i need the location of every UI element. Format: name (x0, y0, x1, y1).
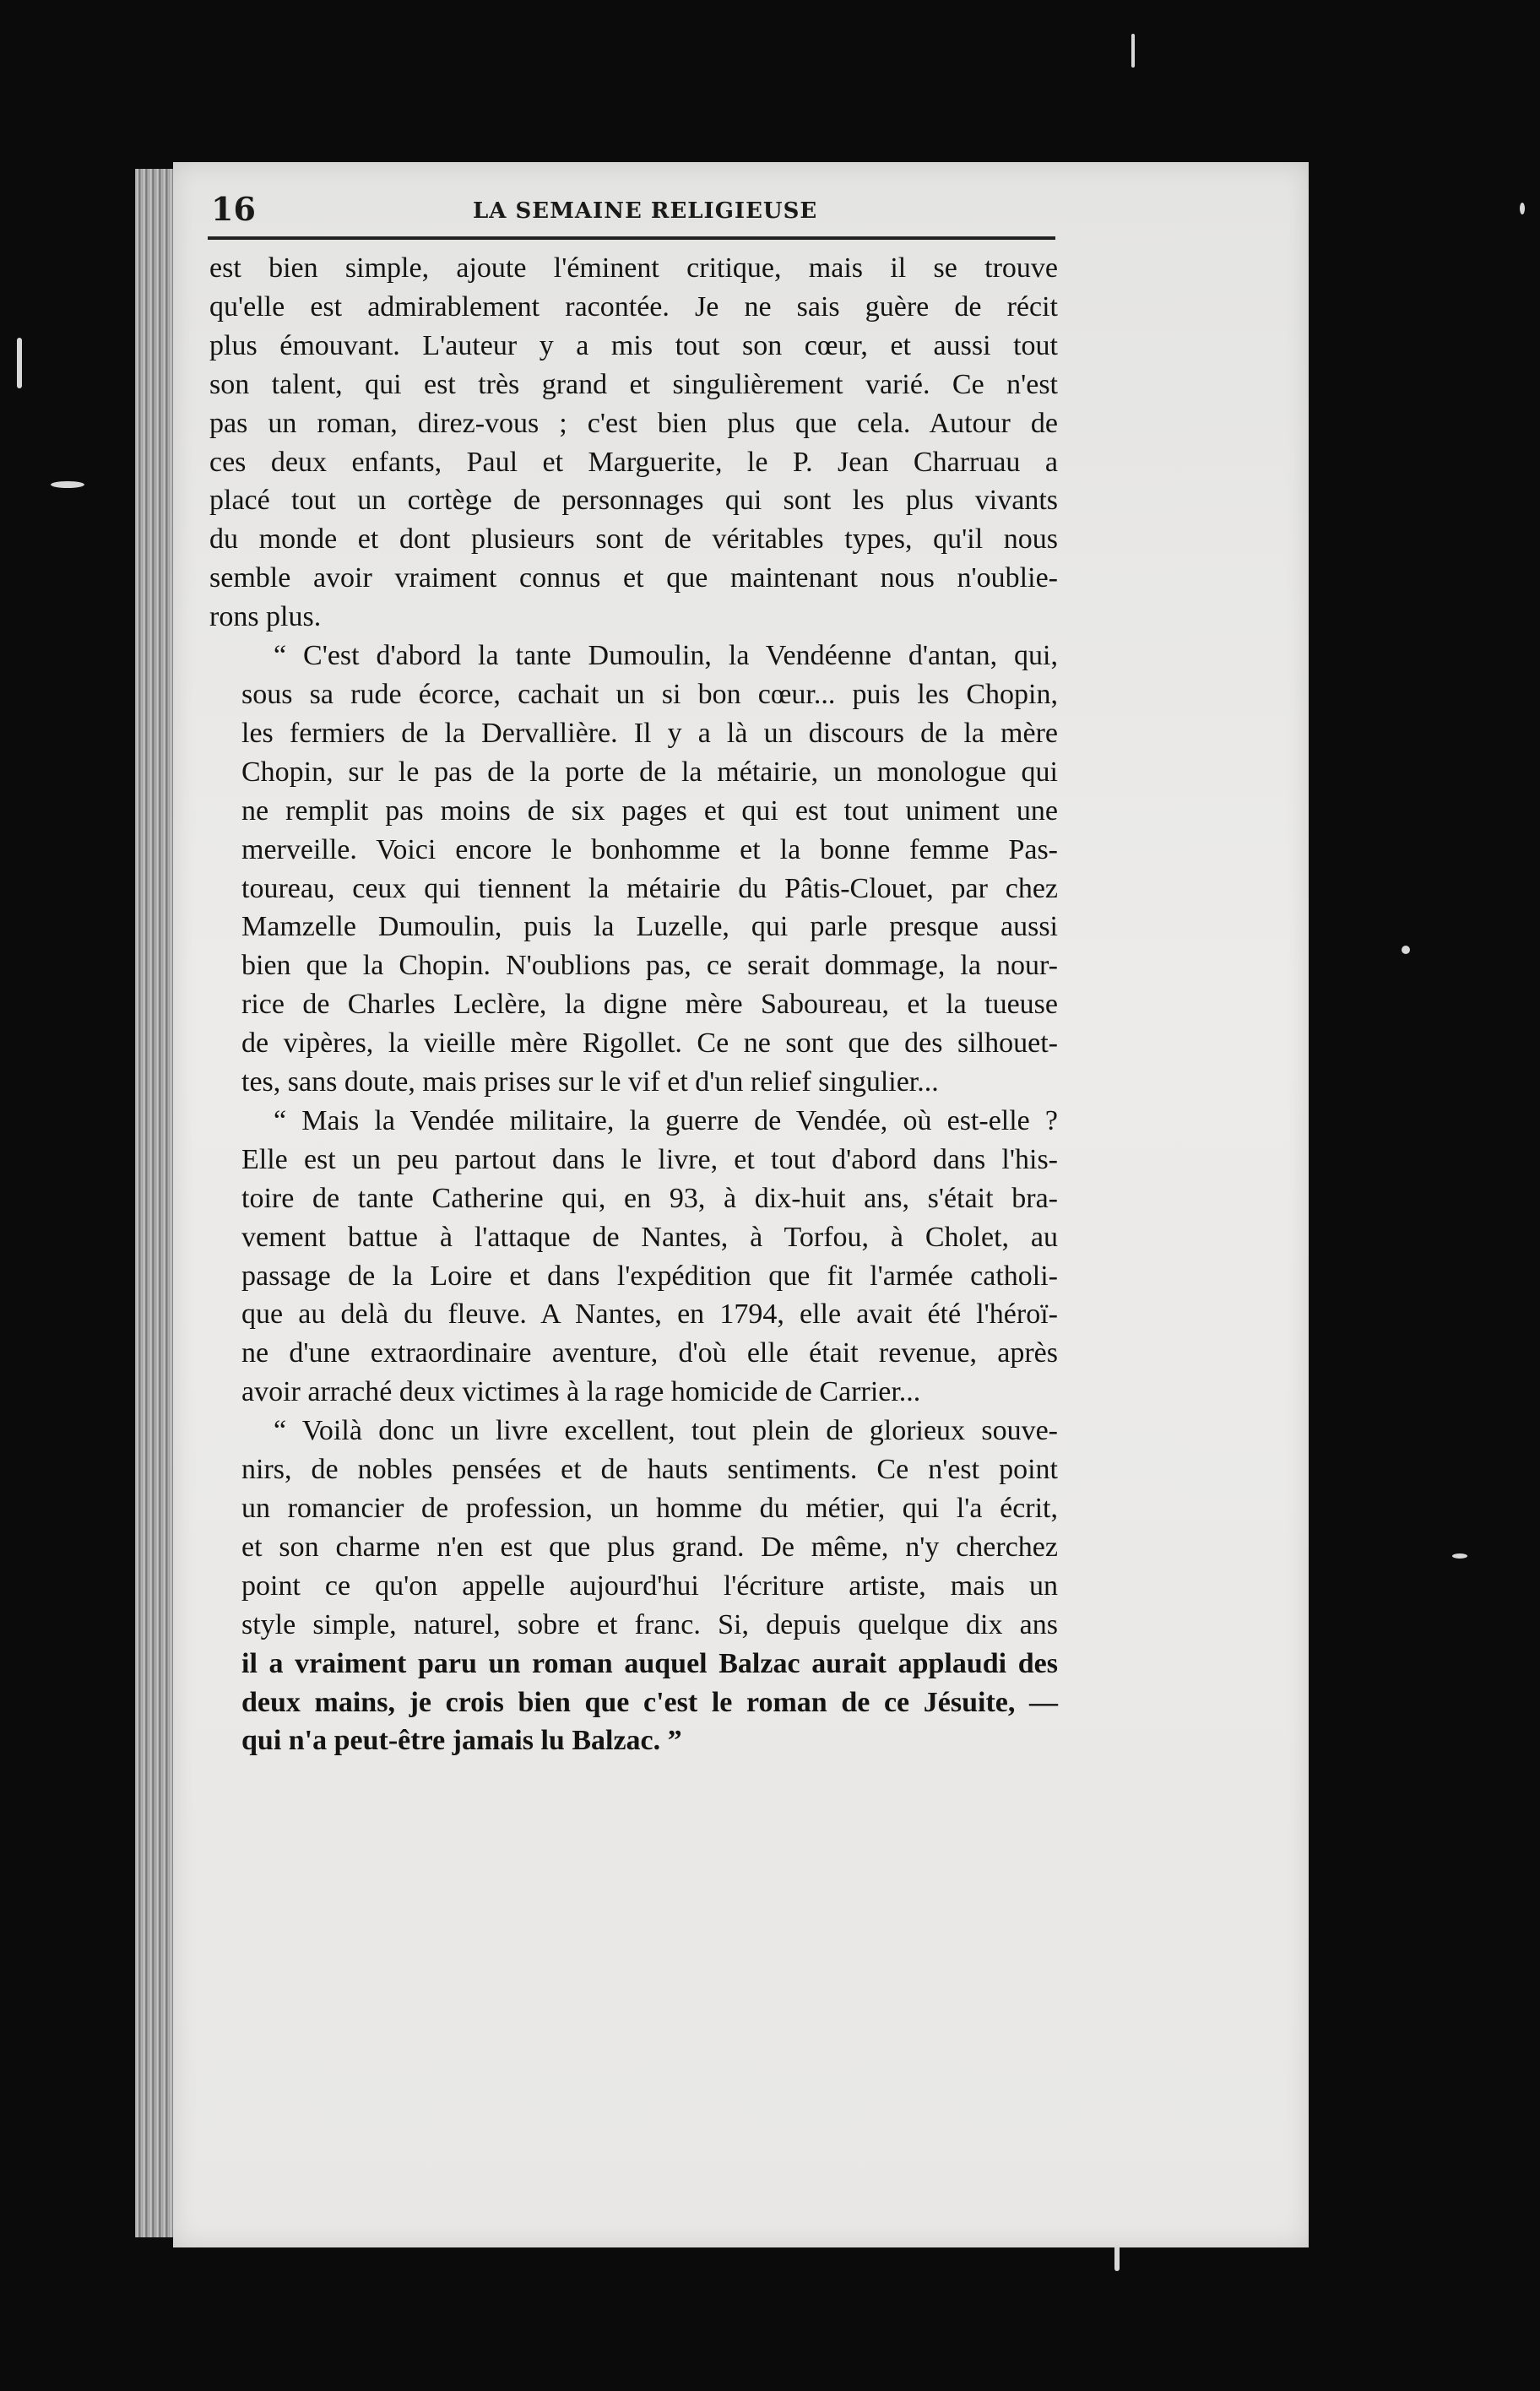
text-line: Elle est un peu partout dans le livre, et tout d'abord dans l'his- (241, 1143, 1058, 1175)
text-line: tes, sans doute, mais prises sur le vif et d'un relief singulier... (241, 1066, 939, 1098)
text-line: son talent, qui est très grand et singulièrement varié. Ce n'est (209, 368, 1058, 400)
text-line: ne d'une extraordinaire aventure, d'où elle était revenue, après (241, 1337, 1058, 1369)
text-line: deux mains, je crois bien que c'est le roman de ce Jésuite, — (241, 1686, 1058, 1718)
text-line: vement battue à l'attaque de Nantes, à Torfou, à Cholet, au (241, 1221, 1058, 1253)
text-line: les fermiers de la Dervallière. Il y a là un discours de la mère (241, 717, 1058, 749)
text-line: semble avoir vraiment connus et que maintenant nous n'oublie- (209, 562, 1058, 594)
text-line: toureau, ceux qui tiennent la métairie du Pâtis-Clouet, par chez (241, 872, 1058, 904)
text-line: “ Voilà donc un livre excellent, tout plein de glorieux souve- (274, 1415, 1058, 1447)
running-title: LA SEMAINE RELIGIEUSE (473, 198, 818, 224)
scan-speck (1402, 946, 1410, 954)
text-line: avoir arraché deux victimes à la rage homicide de Carrier... (241, 1376, 921, 1408)
text-line: qui n'a peut-être jamais lu Balzac. ” (241, 1725, 682, 1757)
text-line: style simple, naturel, sobre et franc. Si, depuis quelque dix ans (241, 1608, 1058, 1640)
paragraph (209, 637, 1058, 1102)
running-head (211, 190, 1055, 232)
scan-speck (51, 481, 84, 488)
text-line: plus émouvant. L'auteur y a mis tout son cœur, et aussi tout (209, 329, 1058, 361)
text-line: de vipères, la vieille mère Rigollet. Ce ne sont que des silhouet- (241, 1027, 1058, 1060)
text-line: passage de la Loire et dans l'expédition que fit l'armée catholi- (241, 1260, 1058, 1292)
text-line: ne remplit pas moins de six pages et qui est tout uniment une (241, 794, 1058, 827)
text-line: un romancier de profession, un homme du métier, qui l'a écrit, (241, 1493, 1058, 1524)
text-line: qu'elle est admirablement racontée. Je ne sais guère de récit (209, 290, 1058, 323)
header-rule (208, 236, 1055, 240)
body-text (209, 249, 1058, 1760)
text-line: Mamzelle Dumoulin, puis la Luzelle, qui parle presque aussi (241, 911, 1058, 943)
page-number: 16 (211, 190, 256, 228)
text-line: point ce qu'on appelle aujourd'hui l'écriture artiste, mais un (241, 1570, 1058, 1602)
text-line: que au delà du fleuve. A Nantes, en 1794, elle avait été l'héroï- (241, 1299, 1058, 1331)
text-line: Chopin, sur le pas de la porte de la métairie, un monologue qui (241, 756, 1058, 788)
paragraph (209, 1102, 1058, 1412)
scan-speck (1131, 34, 1135, 68)
paragraph (209, 249, 1058, 637)
page-stack-edge (135, 169, 177, 2237)
text-line: ces deux enfants, Paul et Marguerite, le P. Jean Charruau a (209, 446, 1058, 478)
text-line: nirs, de nobles pensées et de hauts sentiments. Ce n'est point (241, 1454, 1058, 1486)
text-line: placé tout un cortège de personnages qui sont les plus vivants (209, 485, 1058, 517)
text-line: rice de Charles Leclère, la digne mère Saboureau, et la tueuse (241, 989, 1058, 1021)
text-line: toire de tante Catherine qui, en 93, à dix-huit ans, s'était bra- (241, 1182, 1058, 1214)
text-line: est bien simple, ajoute l'éminent critique, mais il se trouve (209, 252, 1058, 284)
text-line: sous sa rude écorce, cachait un si bon cœur... puis les Chopin, (241, 678, 1058, 710)
text-line: bien que la Chopin. N'oublions pas, ce serait dommage, la nour- (241, 950, 1058, 982)
text-line: rons plus. (209, 601, 322, 633)
text-line: “ C'est d'abord la tante Dumoulin, la Vendéenne d'antan, qui, (274, 640, 1058, 672)
scan-speck (17, 338, 22, 388)
scan-speck (1452, 1553, 1467, 1559)
text-line: il a vraiment paru un roman auquel Balzac aurait applaudi des (241, 1647, 1058, 1679)
paragraph (209, 1412, 1058, 1760)
text-line: merveille. Voici encore le bonhomme et la bonne femme Pas- (241, 833, 1058, 865)
text-line: pas un roman, direz-vous ; c'est bien plus que cela. Autour de (209, 407, 1058, 439)
text-line: “ Mais la Vendée militaire, la guerre de Vendée, où est-elle ? (274, 1104, 1058, 1136)
scan-speck (1520, 203, 1525, 214)
text-line: et son charme n'en est que plus grand. De même, n'y cherchez (241, 1531, 1058, 1563)
text-line: du monde et dont plusieurs sont de véritables types, qu'il nous (209, 523, 1058, 556)
